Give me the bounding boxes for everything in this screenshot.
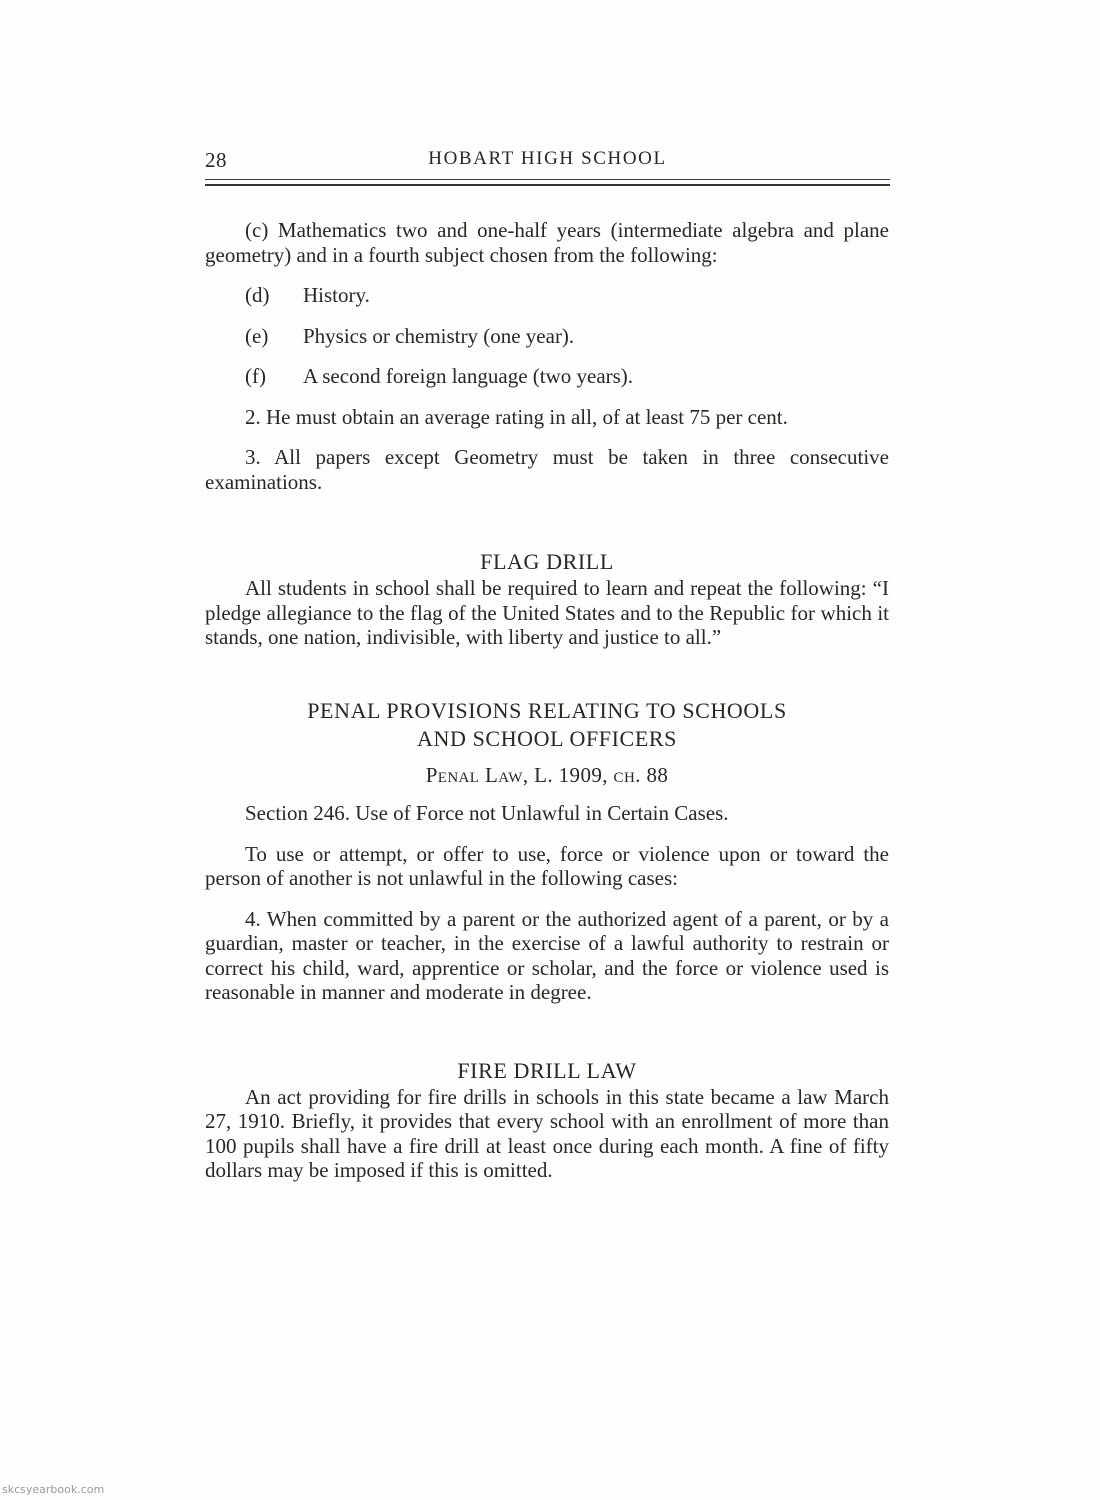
paragraph-penal-intro: To use or attempt, or offer to use, force or violence upon or toward the person of another is not unlawful in the following cases: <box>205 841 889 890</box>
page-header <box>205 148 890 178</box>
list-item-e <box>245 324 889 349</box>
list-marker: (d) <box>245 283 270 307</box>
page-number: 28 <box>205 148 227 172</box>
list-item-f <box>245 364 889 389</box>
list-marker: (e) <box>245 323 269 348</box>
paragraph-item-2: 2. He must obtain an average rating in all, of at least 75 per cent. <box>245 404 788 429</box>
running-title: HOBART HIGH SCHOOL <box>428 148 667 169</box>
list-item-text: Physics or chemistry (one year). <box>303 323 575 348</box>
paragraph-section-246: Section 246. Use of Force not Unlawful in Certain Cases. <box>245 801 729 825</box>
list-item-d <box>245 283 889 308</box>
list-item-text: History. <box>303 283 370 307</box>
paragraph-item-4: 4. When committed by a parent or the authorized agent of a parent, or by a guardian, master or teacher, in the exercise of a lawful authority to restrain or correct his child, ward, apprentice or scholar, and the force or violence used is reasonable in manner and moderate in degree. <box>205 906 889 1004</box>
paragraph-flag-drill: All students in school shall be required to learn and repeat the following: “I pledge allegiance to the flag of the United States and to the Republic for which it stands, one nation, indivisible, with liberty and justice to all.” <box>205 576 889 649</box>
page-body <box>205 218 889 1183</box>
heading-penal-provisions <box>205 697 889 753</box>
list-marker: (f) <box>245 364 266 388</box>
heading-line: PENAL PROVISIONS RELATING TO SCHOOLS <box>307 697 787 723</box>
list-item-text: A second foreign language (two years). <box>303 364 634 388</box>
citation-penal-law: Penal Law, L. 1909, ch. 88 <box>425 762 669 787</box>
header-rule-thick <box>205 184 890 186</box>
header-rule-thin <box>205 179 890 180</box>
heading-fire-drill-law: FIRE DRILL LAW <box>457 1057 637 1083</box>
heading-line: AND SCHOOL OFFICERS <box>417 725 677 751</box>
site-watermark: skcsyearbook.com <box>2 1483 105 1496</box>
paragraph-fire-drill: An act providing for fire drills in schools in this state became a law March 27, 1910. Briefly, it provides that every school with an enrollment of more than 100 pupils shall have a fire drill at least once during each month. A fine of fifty dollars may be imposed if this is omitted. <box>205 1084 889 1182</box>
heading-flag-drill: FLAG DRILL <box>480 549 614 574</box>
paragraph-item-3: 3. All papers except Geometry must be taken in three consecutive examinations. <box>205 445 889 494</box>
paragraph-item-c: (c) Mathematics two and one-half years (intermediate algebra and plane geometry) and in a fourth subject chosen from the following: <box>205 218 889 267</box>
